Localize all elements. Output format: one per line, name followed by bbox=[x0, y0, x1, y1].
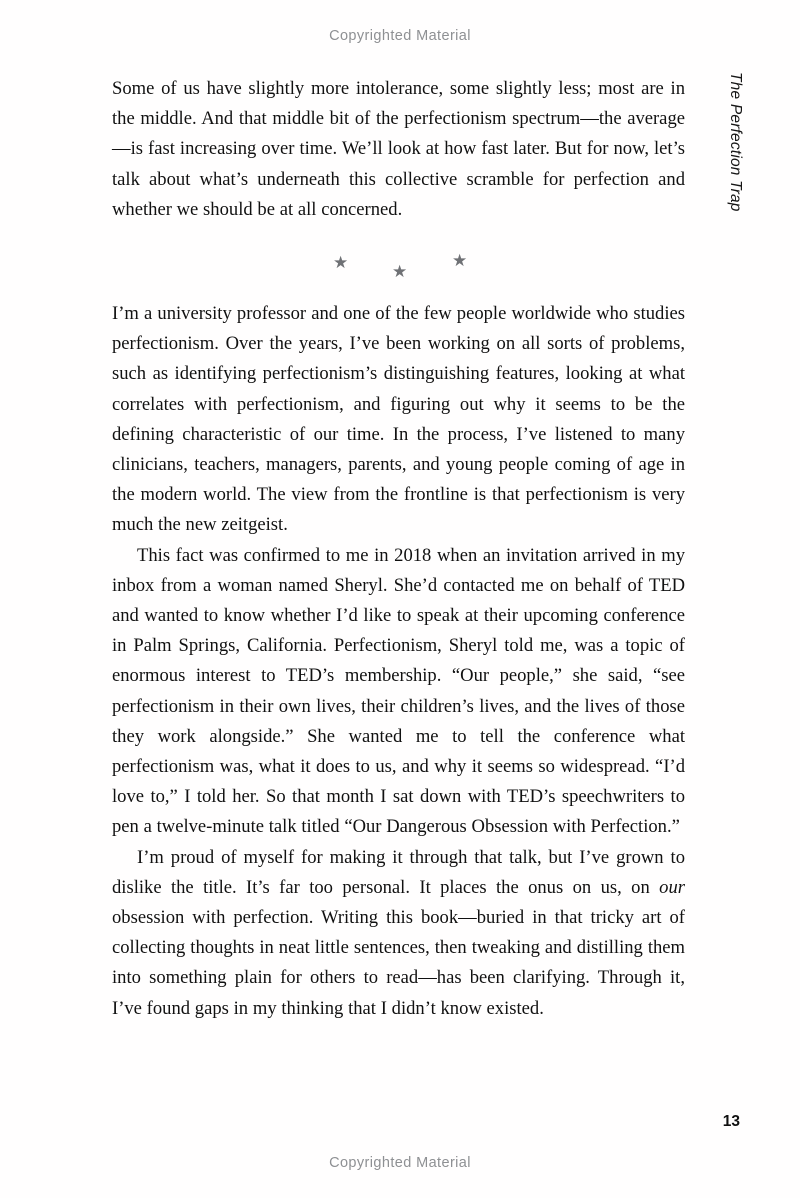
paragraph-4-segment-3: obsession with perfection. Writing this book—buried in that tricky art of collecting thoughts in neat little sentences, then tweaking and distilling them into something plain for others to read—has been clarifying. Through it, I’ve found gaps in my thinking that I didn’t know existed. bbox=[112, 907, 685, 1019]
body-text-column bbox=[112, 74, 685, 1024]
paragraph-4-emphasis-our: our bbox=[659, 876, 685, 898]
page-number: 13 bbox=[722, 1113, 740, 1130]
paragraph-3: This fact was confirmed to me in 2018 when an invitation arrived in my inbox from a woman named Sheryl. She’d contacted me on behalf of TED and wanted to know whether I’d like to speak at their upcoming conference in Palm Springs, California. Perfectionism, Sheryl told me, was a topic of enormous interest to TED’s membership. “Our people,” she said, “see perfectionism in their own lives, their children’s lives, and the lives of those they work alongside.” She wanted me to tell the conference what perfectionism was, what it does to us, and why it seems so widespread. “I’d love to,” I told her. So that month I sat down with TED’s speechwriters to pen a twelve-minute talk titled “Our Dangerous Obsession with Perfection.” bbox=[112, 544, 685, 838]
star-icon-2: ★ bbox=[392, 262, 408, 282]
paragraph-1: Some of us have slightly more intolerance, some slightly less; most are in the middle. And that middle bit of the perfectionism spectrum—the average—is fast increasing over time. We’ll look at how fast later. But for now, let’s talk about what’s underneath this collective scramble for perfection and whether we should be at all concerned. bbox=[112, 78, 685, 220]
paragraph-2: I’m a university professor and one of the few people worldwide who studies perfectionism. Over the years, I’ve been working on all sorts of problems, such as identifying perfectionism’s distinguishing features, looking at what correlates with perfectionism, and figuring out why it seems to be the defining characteristic of our time. In the process, I’ve listened to many clinicians, teachers, managers, parents, and young people coming of age in the modern world. The view from the frontline is that perfectionism is very much the new zeitgeist. bbox=[112, 303, 685, 536]
running-head-book-title: The Perfection Trap bbox=[727, 72, 744, 212]
star-icon-1: ★ bbox=[333, 253, 349, 273]
section-break-stars bbox=[112, 225, 685, 299]
copyright-watermark-bottom: Copyrighted Material bbox=[329, 1155, 471, 1171]
copyright-watermark-top: Copyrighted Material bbox=[329, 28, 471, 44]
paragraph-4-segment-1: I’m proud of myself for making it through that talk, but I’ve grown to dislike the title. It’s far too personal. It places the onus on us, on bbox=[112, 846, 685, 898]
paragraph-4 bbox=[112, 843, 685, 1024]
star-icon-3: ★ bbox=[452, 251, 468, 271]
